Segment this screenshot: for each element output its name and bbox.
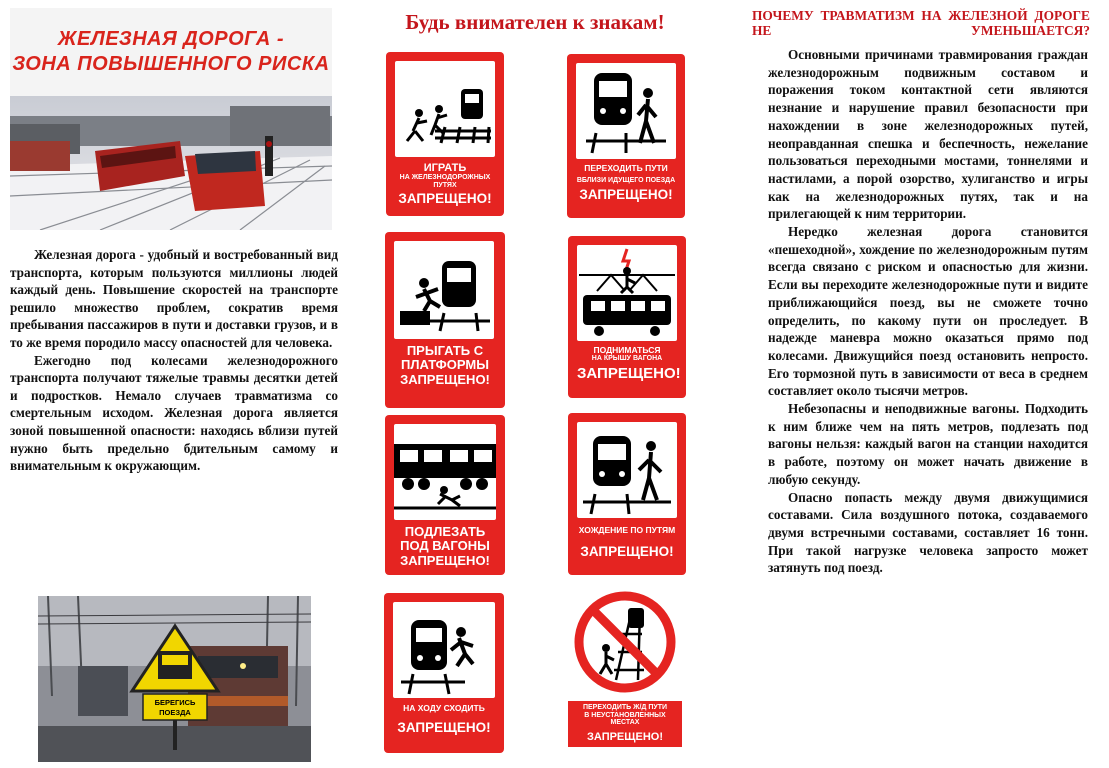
sign-no-climbing-roof — [568, 236, 686, 398]
sign-no-crossing-unmarked — [566, 590, 684, 756]
sign-5-line-2: ПОД ВАГОНЫ — [400, 538, 490, 554]
sign-7-ban: ЗАПРЕЩЕНО! — [397, 720, 491, 736]
right-body-text — [768, 46, 1088, 577]
right-paragraph-3: Небезопасны и неподвижные вагоны. Подходить к ним ближе чем на пять метров, подлезать под вагоны нельзя: каждый вагон на станции находится в работе, поэтому он может начать движение в любую секунду. — [768, 401, 1088, 487]
person-on-train-roof-icon — [577, 245, 677, 341]
sign-1-line-3: ПУТЯХ — [433, 181, 457, 189]
sign-no-jumping-platform — [385, 232, 505, 408]
sign-4-line-2: НА КРЫШУ ВАГОНА — [591, 355, 663, 363]
sign-no-walking-on-tracks — [568, 413, 686, 575]
sign-7-line-1: НА ХОДУ СХОДИТЬ — [403, 703, 485, 713]
sign-no-crossing-near-train — [567, 54, 685, 218]
sign-8-ban: ЗАПРЕЩЕНО! — [587, 731, 663, 744]
prohibited-crossing-icon — [566, 590, 684, 694]
sign-4-ban: ЗАПРЕЩЕНО! — [577, 365, 681, 383]
right-title: ПОЧЕМУ ТРАВМАТИЗМ НА ЖЕЛЕЗНОЙ ДОРОГЕ НЕ УМЕНЬШАЕТСЯ? — [752, 8, 1090, 38]
sign-5-line-1: ПОДЛЕЗАТЬ — [404, 524, 486, 539]
sign-4-line-1: ПОДНИМАТЬСЯ — [593, 345, 661, 355]
right-paragraph-2: Нередко железная дорога становится «пешеходной», хождение по железнодорожным путям всегда связано с риском и опасностью для жизни. Если вы переходите железнодорожные пути и видите приближающийся поезд, вы не сможете точно определить, по какому пути он проследует. В надежде маневра можно оказаться прямо под колесами. Движущийся поезд остановить непросто. Его тормозной путь в зависимости от веса в среднем составляет около тысячи метров. — [768, 224, 1088, 399]
left-paragraph-2: Ежегодно под колесами железнодорожного транспорта получают тяжелые травмы десятки детей и подростков. Немало случаев травматизма со смертельным исходом. Железная дорога является зоной повышенной опасности: находясь вблизи путей нужно быть предельно бдительным самому и внимательным к окружающим. — [10, 352, 338, 474]
sign-5-ban: ЗАПРЕЩЕНО! — [400, 552, 490, 568]
sign-no-jumping-off-moving — [384, 593, 504, 753]
sign-8-line-2: В НЕУСТАНОВЛЕННЫХ — [584, 711, 666, 719]
sign-1-line-1: ИГРАТЬ — [423, 162, 467, 174]
sign-2-ban: ЗАПРЕЩЕНО! — [579, 187, 673, 203]
sign-2-line-2: ВБЛИЗИ ИДУЩЕГО ПОЕЗДА — [576, 177, 676, 185]
banner-line-2: ЗОНА ПОВЫШЕННОГО РИСКА — [12, 53, 330, 75]
walking-on-tracks-icon — [577, 422, 677, 518]
sign-no-crawling-under-wagons — [385, 415, 505, 575]
sign-8-line-1: ПЕРЕХОДИТЬ Ж/Д ПУТИ — [582, 704, 668, 711]
right-paragraph-4: Опасно попасть между двумя движущимися составами. Сила воздушного потока, создаваемого двумя встречными составами, составляет 16 тонн. При такой нагрузке человека запросто может затянуть под поезд. — [768, 489, 1088, 576]
sign-3-ban: ЗАПРЕЩЕНО! — [400, 371, 490, 387]
left-body-text — [10, 246, 338, 475]
train-crossing-person-icon — [576, 63, 676, 159]
warning-sign-line-1: БЕРЕГИСЬ — [154, 698, 196, 707]
sign-no-playing — [386, 52, 504, 216]
sign-8-label — [568, 701, 682, 747]
train-warning-photo — [38, 596, 311, 762]
sign-2-line-1: ПЕРЕХОДИТЬ ПУТИ — [584, 163, 668, 173]
sign-3-line-2: ПЛАТФОРМЫ — [401, 357, 489, 373]
sign-8-line-3: МЕСТАХ — [610, 719, 640, 727]
jumping-person-icon — [394, 241, 494, 339]
right-paragraph-1: Основными причинами травмирования граждан железнодорожным подвижным составом и поражения током контактной сети являются незнание и нарушение правил безопасности при нахождении в зоне железнодорожных путей, неоправданная спешка и беспечность, нежелание пользоваться переходными мостами, тоннелями и настилами, а порой озорство, хулиганство и игры как на железнодорожных путях, так и на прилегающей к ним территории. — [768, 47, 1088, 222]
sign-1-line-2: НА ЖЕЛЕЗНОДОРОЖНЫХ — [399, 174, 491, 182]
sign-3-line-1: ПРЫГАТЬ С — [406, 343, 484, 358]
banner-line-1: ЖЕЛЕЗНАЯ ДОРОГА - — [57, 28, 285, 50]
sign-6-line-1: ХОЖДЕНИЕ ПО ПУТЯМ — [578, 525, 676, 535]
signs-title: Будь внимателен к знакам! — [405, 10, 665, 34]
left-paragraph-1: Железная дорога - удобный и востребованный вид транспорта, которым пользуются миллионы людей каждый день. Повышение скоростей на транспорте решило множество проблем, сократив время пребывания пассажиров в пути и доставки грузов, и в то же время породило массу опасностей для человека. — [10, 247, 338, 350]
header-banner — [10, 8, 332, 96]
sign-1-ban: ЗАПРЕЩЕНО! — [398, 191, 492, 207]
crawling-under-wagon-icon — [394, 424, 496, 520]
sign-6-ban: ЗАПРЕЩЕНО! — [580, 544, 674, 560]
railway-station-photo — [10, 96, 332, 230]
warning-sign-line-2: ПОЕЗДА — [159, 708, 191, 717]
jumping-off-train-icon — [393, 602, 495, 698]
playing-kids-icon — [395, 61, 495, 157]
